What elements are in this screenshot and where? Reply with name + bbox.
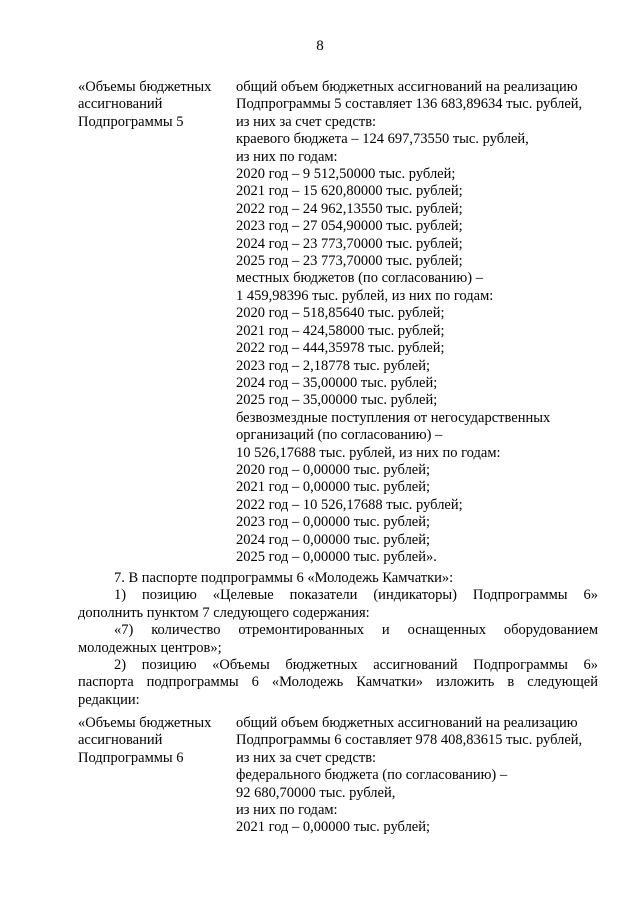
paragraph-line: «7) количество отремонтированных и оснащенных оборудованием bbox=[114, 622, 598, 639]
value-line: 2021 год – 15 620,80000 тыс. рублей; bbox=[236, 183, 463, 200]
table-label-cell bbox=[78, 79, 228, 131]
value-line: из них по годам: bbox=[236, 148, 338, 165]
paragraph-item-7-heading bbox=[78, 570, 598, 587]
amendment-paragraphs bbox=[78, 570, 598, 709]
table-value-cell bbox=[236, 79, 600, 566]
value-line: 2025 год – 0,00000 тыс. рублей». bbox=[236, 548, 437, 565]
value-line: 10 526,17688 тыс. рублей, из них по годам: bbox=[236, 444, 501, 461]
value-line: 2023 год – 2,18778 тыс. рублей; bbox=[236, 357, 431, 374]
value-line: из них за счет средств: bbox=[236, 749, 377, 766]
value-line: 2020 год – 0,00000 тыс. рублей; bbox=[236, 461, 431, 478]
value-line: 2020 год – 518,85640 тыс. рублей; bbox=[236, 305, 445, 322]
value-line: 2024 год – 35,00000 тыс. рублей; bbox=[236, 374, 438, 391]
value-line: 1 459,98396 тыс. рублей, из них по годам: bbox=[236, 287, 494, 304]
value-line: Подпрограммы 6 составляет 978 408,83615 тыс. рублей, bbox=[236, 732, 583, 749]
label-line: ассигнований bbox=[78, 732, 163, 749]
value-line: Подпрограммы 5 составляет 136 683,89634 тыс. рублей, bbox=[236, 96, 583, 113]
label-line: «Объемы бюджетных bbox=[78, 715, 212, 731]
value-line: из них за счет средств: bbox=[236, 113, 377, 130]
paragraph-line: 7. В паспорте подпрограммы 6 «Молодежь Камчатки»: bbox=[114, 570, 454, 586]
paragraph-line: паспорта подпрограммы 6 «Молодежь Камчатки» изложить в следующей bbox=[78, 674, 598, 691]
value-line: 2023 год – 0,00000 тыс. рублей; bbox=[236, 514, 431, 531]
paragraph-quote-7 bbox=[78, 622, 598, 657]
value-line: 2022 год – 10 526,17688 тыс. рублей; bbox=[236, 496, 463, 513]
value-line: 2024 год – 0,00000 тыс. рублей; bbox=[236, 531, 431, 548]
paragraph-line: дополнить пунктом 7 следующего содержания: bbox=[78, 604, 370, 621]
page-number: 8 bbox=[316, 38, 324, 54]
value-line: 92 680,70000 тыс. рублей, bbox=[236, 784, 396, 801]
value-line: общий объем бюджетных ассигнований на реализацию bbox=[236, 715, 578, 731]
table-label-cell bbox=[78, 715, 228, 767]
value-line: 2025 год – 35,00000 тыс. рублей; bbox=[236, 392, 438, 409]
paragraph-subitem-2 bbox=[78, 657, 598, 709]
value-line: 2022 год – 24 962,13550 тыс. рублей; bbox=[236, 200, 463, 217]
paragraph-line: редакции: bbox=[78, 691, 140, 708]
value-line: общий объем бюджетных ассигнований на реализацию bbox=[236, 79, 578, 95]
value-line: 2021 год – 0,00000 тыс. рублей; bbox=[236, 819, 431, 836]
value-line: краевого бюджета – 124 697,73550 тыс. рублей, bbox=[236, 131, 529, 148]
value-line: местных бюджетов (по согласованию) – bbox=[236, 270, 483, 287]
paragraph-subitem-1 bbox=[78, 587, 598, 622]
label-line: Подпрограммы 6 bbox=[78, 749, 184, 766]
paragraph-line: молодежных центров»; bbox=[78, 639, 222, 656]
paragraph-line: 2) позицию «Объемы бюджетных ассигнований Подпрограммы 6» bbox=[114, 657, 598, 674]
value-line: федерального бюджета (по согласованию) – bbox=[236, 767, 508, 784]
label-line: ассигнований bbox=[78, 96, 163, 113]
label-line: Подпрограммы 5 bbox=[78, 113, 184, 130]
table-value-cell bbox=[236, 715, 600, 837]
value-line: организаций (по согласованию) – bbox=[236, 427, 443, 444]
value-line: 2020 год – 9 512,50000 тыс. рублей; bbox=[236, 166, 456, 183]
value-line: 2021 год – 424,58000 тыс. рублей; bbox=[236, 322, 445, 339]
value-line: 2025 год – 23 773,70000 тыс. рублей; bbox=[236, 253, 463, 270]
value-line: 2023 год – 27 054,90000 тыс. рублей; bbox=[236, 218, 463, 235]
value-line: безвозмездные поступления от негосударственных bbox=[236, 409, 551, 426]
value-line: из них по годам: bbox=[236, 802, 338, 819]
value-line: 2021 год – 0,00000 тыс. рублей; bbox=[236, 479, 431, 496]
value-line: 2022 год – 444,35978 тыс. рублей; bbox=[236, 340, 445, 357]
paragraph-line: 1) позицию «Целевые показатели (индикаторы) Подпрограммы 6» bbox=[114, 587, 598, 604]
label-line: «Объемы бюджетных bbox=[78, 79, 212, 95]
value-line: 2024 год – 23 773,70000 тыс. рублей; bbox=[236, 235, 463, 252]
